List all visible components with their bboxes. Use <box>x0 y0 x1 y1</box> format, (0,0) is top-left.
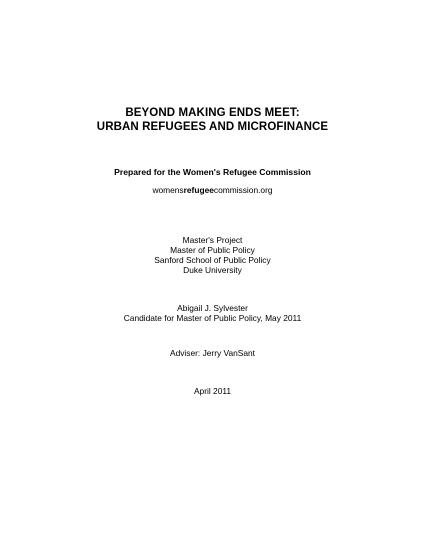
project-line-1: Master's Project <box>182 235 243 245</box>
date-text: April 2011 <box>193 386 232 396</box>
project-line-3: Sanford School of Public Policy <box>154 255 271 265</box>
document-title-line-2: URBAN REFUGEES AND MICROFINANCE <box>96 121 329 133</box>
document-title-line-1: BEYOND MAKING ENDS MEET: <box>125 107 300 119</box>
website-url-prefix: womens <box>152 185 184 195</box>
prepared-for-text: Prepared for the Women's Refugee Commission <box>114 167 311 177</box>
website-url <box>0 186 425 196</box>
website-url-bold: refugee <box>183 185 214 195</box>
website-url-suffix: commission.org <box>213 185 273 195</box>
author-candidacy: Candidate for Master of Public Policy, May 2011 <box>123 313 302 323</box>
project-line-4: Duke University <box>183 265 242 275</box>
project-line-2: Master of Public Policy <box>170 245 255 255</box>
author-name: Abigail J. Sylvester <box>177 303 248 313</box>
adviser-text: Adviser: Jerry VanSant <box>169 348 256 358</box>
